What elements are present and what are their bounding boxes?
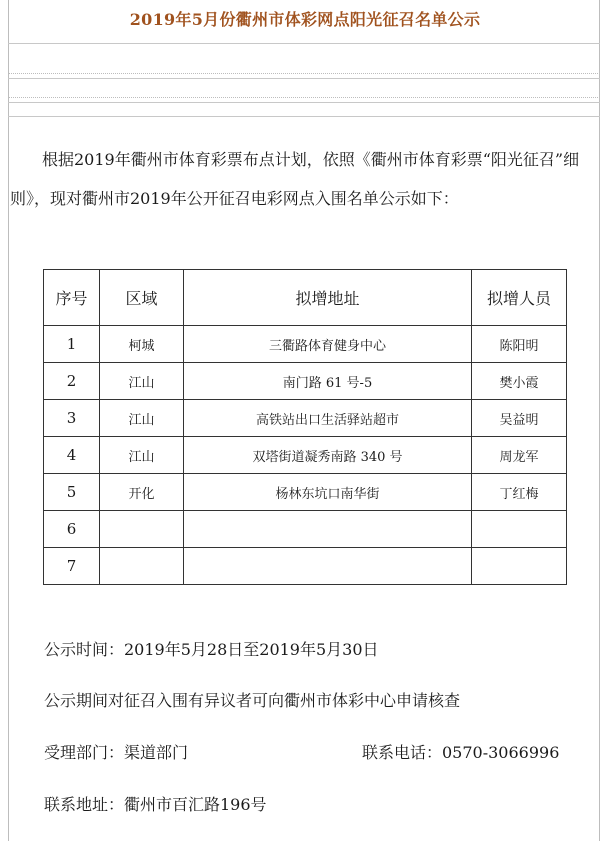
table-row — [44, 326, 567, 363]
row-address: 高铁站出口生活驿站超市 — [184, 400, 472, 437]
row-person: 陈阳明 — [472, 326, 567, 363]
table-row — [44, 363, 567, 400]
row-address: 双塔街道凝秀南路 340 号 — [184, 437, 472, 474]
table-row — [44, 548, 567, 585]
row-address — [184, 511, 472, 548]
divider — [8, 73, 600, 74]
row-area: 江山 — [100, 437, 184, 474]
row-number: 5 — [44, 474, 100, 511]
table-row — [44, 474, 567, 511]
row-area — [100, 511, 184, 548]
row-area: 江山 — [100, 363, 184, 400]
objection-note: 公示期间对征召入围有异议者可向衢州市体彩中心申请核查 — [44, 691, 461, 710]
row-person — [472, 548, 567, 585]
notice-period: 公示时间：2019年5月28日至2019年5月30日 — [44, 640, 379, 659]
intro-paragraph: 根据2019年衢州市体育彩票布点计划，依照《衢州市体育彩票“阳光征召”细则》，现对衢州市2019年公开征召电彩网点入围名单公示如下： — [10, 150, 580, 208]
header-address: 拟增地址 — [184, 270, 472, 326]
table-row — [44, 400, 567, 437]
row-area — [100, 548, 184, 585]
row-number: 7 — [44, 548, 100, 585]
header-area: 区域 — [100, 270, 184, 326]
candidate-table — [43, 269, 567, 585]
row-address: 杨林东坑口南华街 — [184, 474, 472, 511]
row-person — [472, 511, 567, 548]
row-area: 开化 — [100, 474, 184, 511]
row-number: 2 — [44, 363, 100, 400]
row-address — [184, 548, 472, 585]
divider — [8, 116, 600, 117]
row-number: 3 — [44, 400, 100, 437]
row-person: 吴益明 — [472, 400, 567, 437]
table-row — [44, 437, 567, 474]
row-area: 柯城 — [100, 326, 184, 363]
page-title: 2019年5月份衢州市体彩网点阳光征召名单公示 — [129, 10, 481, 29]
table-row — [44, 511, 567, 548]
row-person: 丁红梅 — [472, 474, 567, 511]
accepting-department: 受理部门：渠道部门 — [44, 743, 189, 762]
row-number: 4 — [44, 437, 100, 474]
row-person: 周龙军 — [472, 437, 567, 474]
row-area: 江山 — [100, 400, 184, 437]
row-number: 1 — [44, 326, 100, 363]
divider — [8, 102, 600, 103]
table-header-row — [44, 270, 567, 326]
title-divider — [8, 43, 600, 44]
row-address: 三衢路体育健身中心 — [184, 326, 472, 363]
divider — [8, 78, 600, 79]
divider — [8, 97, 600, 98]
row-person: 樊小霞 — [472, 363, 567, 400]
contact-address: 联系地址：衢州市百汇路196号 — [44, 795, 267, 814]
header-number: 序号 — [44, 270, 100, 326]
contact-phone: 联系电话：0570-3066996 — [362, 743, 560, 762]
row-number: 6 — [44, 511, 100, 548]
header-person: 拟增人员 — [472, 270, 567, 326]
row-address: 南门路 61 号-5 — [184, 363, 472, 400]
